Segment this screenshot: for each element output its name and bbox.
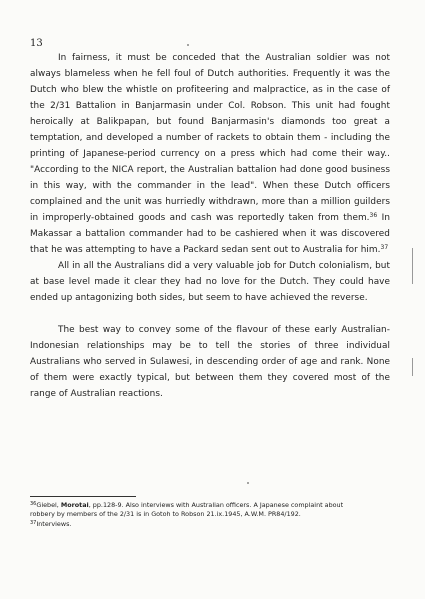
- paragraph-text: In Makassar a battalion commander had to be cashiered when it was discovered that he was attempting to have a Packard sedan sent out to Australia for him.: [30, 213, 390, 255]
- footnotes: [30, 501, 360, 529]
- scan-margin-mark: [412, 248, 413, 284]
- footnote-text: , pp.128-9. Also interviews with Australian officers. A Japanese complaint about robbery by members of the 2/31 is in Gotoh to Robson 21.ix.1945, A.W.M. PR84/192.: [30, 501, 344, 519]
- paragraph-text: All in all the Australians did a very valuable job for Dutch colonialism, but at base level made it clear they had no love for the Dutch. They could have ended up antagonizing both sides, but seem to have achieved the reverse.: [30, 261, 390, 303]
- footnote-divider: [30, 496, 136, 497]
- footnote-text: Giebel,: [36, 501, 61, 509]
- paragraph-gap: [30, 306, 390, 322]
- paragraph-2: [30, 258, 390, 306]
- paragraph-text: The best way to convey some of the flavour of these early Australian-Indonesian relationships may be to tell the stories of three individual Australians who served in Sulawesi, in descending order of age and rank. None of them were exactly typical, but between them they covered most of the range of Australian reactions.: [30, 325, 390, 399]
- paragraph-text: In fairness, it must be conceded that the Australian soldier was not always blameless when he fell foul of Dutch authorities. Frequently it was the Dutch who blew the whistle on profiteering and malpractice, as in the case of the 2/31 Battalion in Banjarmasin under Col. Robson. This unit had fought heroically at Balikpapan, but found Banjarmasin's diamonds too great a temptation, and developed a number of rackets to obtain them - including the printing of Japanese-period currency on a press which had come their way.. "According to the NICA report, the Australian battalion had done good business in this way, with the commander in the lead". When these Dutch officers complained and the unit was hurriedly withdrawn, more than a million guilders in improperly-obtained goods and cash was reportedly taken from them.: [30, 53, 390, 223]
- scan-margin-mark: [412, 358, 413, 376]
- paragraph-1: [30, 50, 390, 258]
- footnote-37: [30, 520, 360, 529]
- footnote-ref-37[interactable]: 37: [380, 244, 389, 251]
- scan-speck: [247, 482, 249, 484]
- footnote-36: [30, 501, 360, 520]
- footnote-title: Morotai: [60, 501, 89, 509]
- footnote-number: 36: [30, 501, 37, 507]
- footnote-text: Interviews.: [36, 519, 72, 528]
- page-number: 13: [30, 38, 43, 49]
- footnote-ref-36[interactable]: 36: [369, 212, 378, 219]
- footnote-number: 37: [30, 519, 37, 526]
- paragraph-3: [30, 322, 390, 402]
- scan-speck: [187, 44, 189, 46]
- body-text: [30, 50, 390, 402]
